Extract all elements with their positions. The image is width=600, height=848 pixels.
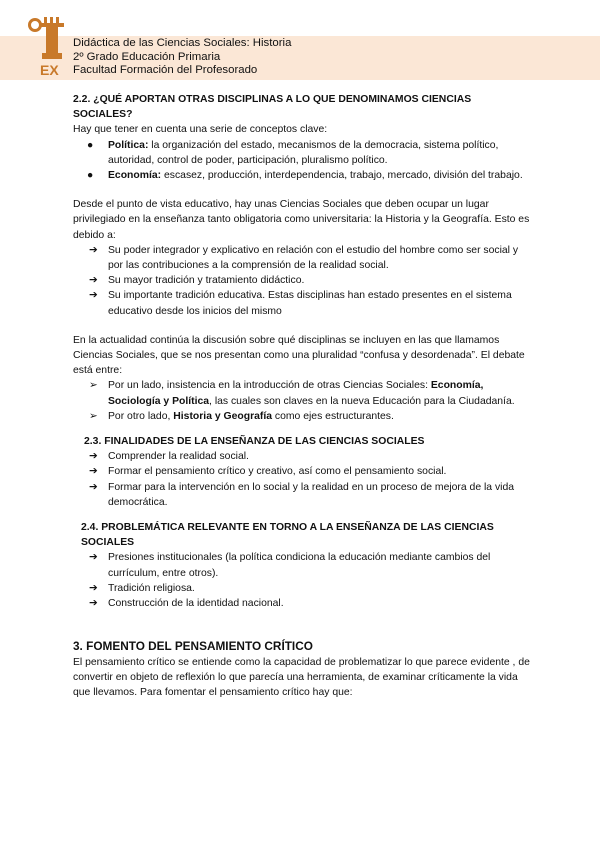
list-item: ➔ Su mayor tradición y tratamiento didáctico. [73,273,533,288]
list-item: ➔ Presiones institucionales (la política condiciona la educación mediante cambios del currículum, entre otros). [89,552,491,579]
chevron-arrow-icon: ➢ [89,410,98,422]
header-degree: 2º Grado Educación Primaria [73,50,221,63]
section-2-3-title: 2.3. FINALIDADES DE LA ENSEÑANZA DE LAS CIENCIAS SOCIALES [84,436,425,448]
arrow-icon: ➔ [89,244,98,256]
section-2-2-intro: Hay que tener en cuenta una serie de conceptos clave: [73,124,328,136]
section-3-title: 3. FOMENTO DEL PENSAMIENTO CRÍTICO [73,639,313,654]
section-2-2-para2: Desde el punto de vista educativo, hay unas Ciencias Sociales que deben ocupar un lugar privilegiado en la enseñanza tanto obligatoria como universitaria: la Historia y la Geografía. Esto es debido a: [73,199,530,241]
list-item: ➔ Formar el pensamiento crítico y creativo, así como el pensamiento social. [73,464,533,479]
list-item: ➢ Por un lado, insistencia en la introducción de otras Ciencias Sociales: Economía, Sociología y Política, las cuales son claves en la nueva Educación para la Ciudadanía. [89,380,515,407]
reasons-list [73,243,533,319]
header-text [73,37,291,78]
arrow-icon: ➔ [89,552,98,564]
concept-list [73,138,533,184]
document-body [73,92,533,700]
chevron-arrow-icon: ➢ [89,380,98,392]
header-course: Didáctica de las Ciencias Sociales: Historia [73,37,292,49]
section-2-2-para3: En la actualidad continúa la discusión sobre qué disciplinas se incluyen en las que llamamos Ciencias Sociales, que se nos presentan como una pluralidad “confusa y desordenada”. El debate está entre: [73,334,525,377]
list-item: ➔ Construcción de la identidad nacional. [73,596,533,611]
arrow-icon: ➔ [89,582,98,594]
list-item: ➢ Por otro lado, Historia y Geografía como ejes estructurantes. [73,409,533,424]
bullet-icon: ● [87,170,94,182]
list-item: ➔ Tradición religiosa. [73,581,533,596]
list-item: ● Economía: escasez, producción, interdependencia, trabajo, mercado, división del trabajo. [73,168,533,183]
list-item: ➔ Comprender la realidad social. [73,449,533,464]
section-2-4-title: 2.4. PROBLEMÁTICA RELEVANTE EN TORNO A LA ENSEÑANZA DE LAS CIENCIAS SOCIALES [81,522,494,549]
section-3-text: El pensamiento crítico se entiende como la capacidad de problematizar lo que parece evidente , de convertir en objeto de reflexión lo que parecía una herramienta, de examinar críticamente la vida que llevamos. Para fomentar el pensamiento crítico hay que: [73,656,530,698]
svg-text:EX: EX [40,62,59,78]
list-item: ● Política: la organización del estado, mecanismos de la democracia, sistema político, autoridad, control de poder, participación, pluralismo político. [87,139,499,166]
problems-list [73,550,533,611]
bullet-icon: ● [87,139,94,151]
arrow-icon: ➔ [89,481,98,493]
section-2-2-title: 2.2. ¿QUÉ APORTAN OTRAS DISCIPLINAS A LO QUE DENOMINAMOS CIENCIAS SOCIALES? [73,94,472,121]
arrow-icon: ➔ [89,598,98,610]
list-item: ➔ Formar para la intervención en lo social y la realidad en un proceso de mejora de la vida democrática. [89,481,515,508]
arrow-icon: ➔ [89,275,98,287]
list-item: ➔ Su poder integrador y explicativo en relación con el estudio del hombre como ser social y por las contribuciones a la comprensión de la realidad social. [89,244,519,272]
aims-list [73,449,533,510]
university-logo [28,15,68,81]
arrow-icon: ➔ [89,451,98,463]
debate-list [73,378,533,424]
arrow-icon: ➔ [89,466,98,478]
arrow-icon: ➔ [89,290,98,302]
list-item: ➔ Su importante tradición educativa. Estas disciplinas han estado presentes en el sistema educativo desde los inicios del mismo [89,290,512,317]
header-faculty: Facultad Formación del Profesorado [73,64,258,77]
